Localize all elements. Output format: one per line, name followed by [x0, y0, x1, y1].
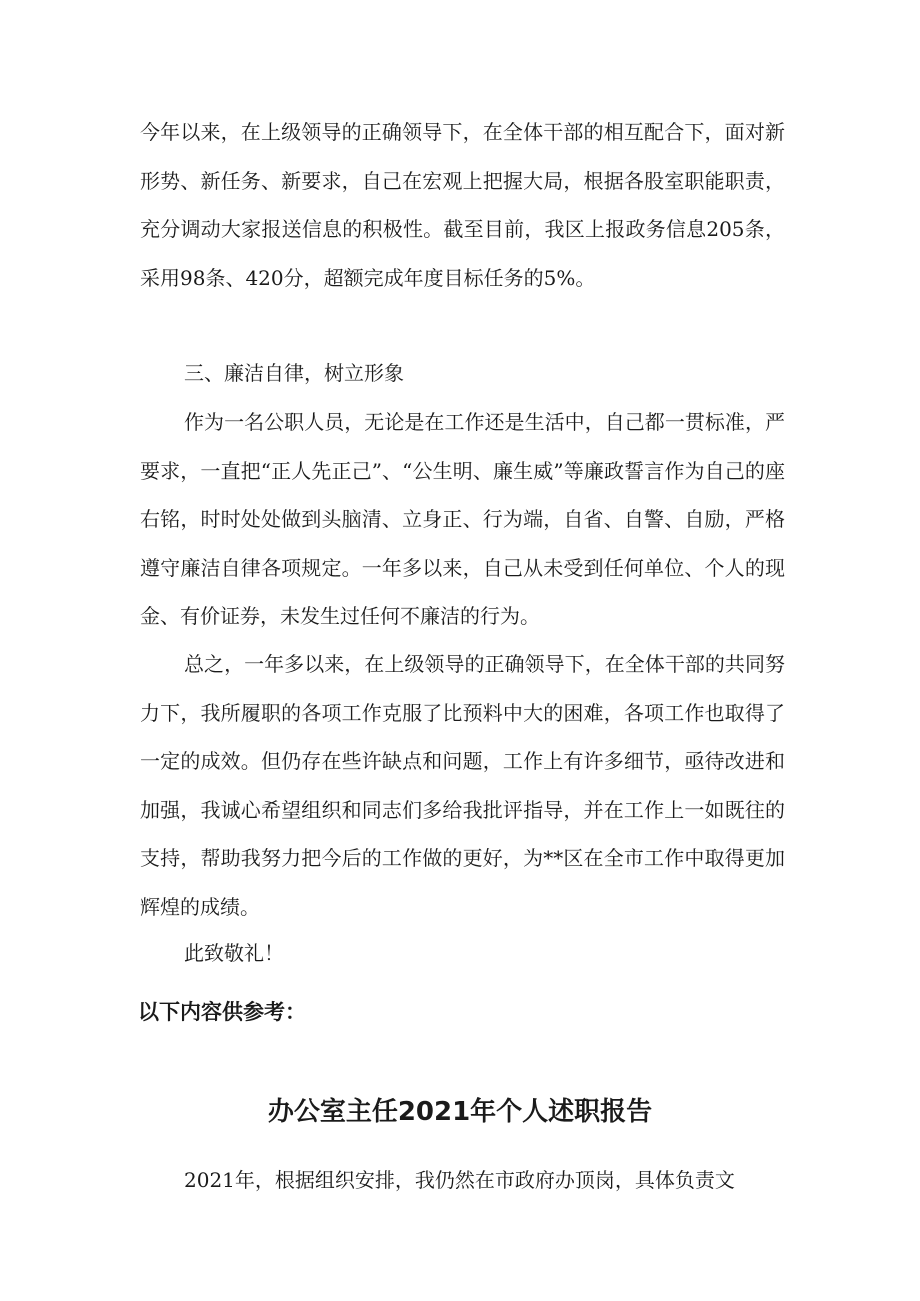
paragraph-integrity: 作为一名公职人员，无论是在工作还是生活中，自己都一贯标准，严要求，一直把“正人先正己”、“公生明、廉生威”等廉政誓言作为自己的座右铭，时时处处做到头脑清、立身正、行为端，自省、自警、自励，严格遵守廉洁自律各项规定。一年多以来，自己从未受到任何单位、个人的现金、有价证券，未发生过任何不廉洁的行为。: [140, 410, 785, 628]
closing-salutation: 此致敬礼！: [184, 941, 284, 965]
paragraph-info-work: 今年以来，在上级领导的正确领导下，在全体干部的相互配合下，面对新形势、新任务、新要求，自己在宏观上把握大局，根据各股室职能职责，充分调动大家报送信息的积极性。截至目前，我区上报政务信息205条，采用98条、420分，超额完成年度目标任务的5%。: [140, 120, 785, 290]
section-heading-integrity: 三、廉洁自律，树立形象: [184, 361, 404, 385]
reference-label: 以下内容供参考：: [138, 1000, 306, 1024]
paragraph-summary: 总之，一年多以来，在上级领导的正确领导下，在全体干部的共同努力下，我所履职的各项工作克服了比预料中大的困难，各项工作也取得了一定的成效。但仍存在些许缺点和问题，工作上有许多细节，亟待改进和加强，我诚心希望组织和同志们多给我批评指导，并在工作上一如既往的支持，帮助我努力把今后的工作做的更好，为**区在全市工作中取得更加辉煌的成绩。: [140, 652, 785, 919]
report-title: 办公室主任2021年个人述职报告: [267, 1097, 653, 1127]
report-first-line: 2021年，根据组织安排，我仍然在市政府办顶岗，具体负责文: [184, 1168, 735, 1192]
